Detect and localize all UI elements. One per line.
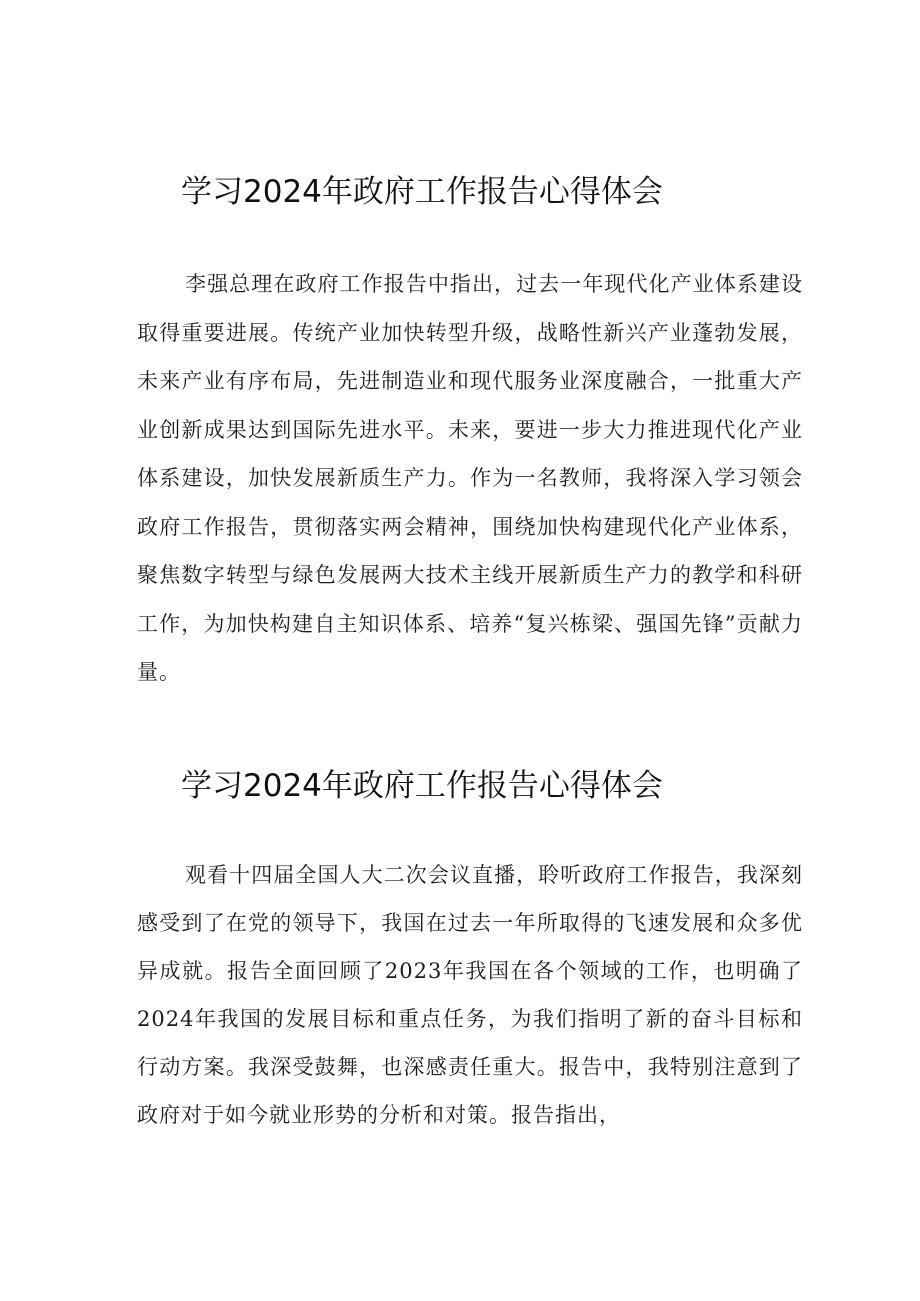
article-2 <box>137 760 803 1139</box>
article-1-title: 学习2024年政府工作报告心得体会 <box>181 174 663 210</box>
article-1-body: 李强总理在政府工作报告中指出，过去一年现代化产业体系建设取得重要进展。传统产业加快转型升级，战略性新兴产业蓬勃发展，未来产业有序布局，先进制造业和现代服务业深度融合，一批重大产业创新成果达到国际先进水平。未来，要进一步大力推进现代化产业体系建设，加快发展新质生产力。作为一名教师，我将深入学习领会政府工作报告，贯彻落实两会精神，围绕加快构建现代化产业体系，聚焦数字转型与绿色发展两大技术主线开展新质生产力的教学和科研工作，为加快构建自主知识体系、培养“复兴栋梁、强国先锋”贡献力量。 <box>137 272 803 684</box>
article-2-body: 观看十四届全国人大二次会议直播，聆听政府工作报告，我深刻感受到了在党的领导下，我国在过去一年所取得的飞速发展和众多优异成就。报告全面回顾了2023年我国在各个领域的工作，也明确了2024年我国的发展目标和重点任务，为我们指明了新的奋斗目标和行动方案。我深受鼓舞，也深感责任重大。报告中，我特别注意到了政府对于如今就业形势的分析和对策。报告指出， <box>137 863 803 1127</box>
article-1 <box>137 166 803 697</box>
article-2-title: 学习2024年政府工作报告心得体会 <box>181 768 663 804</box>
